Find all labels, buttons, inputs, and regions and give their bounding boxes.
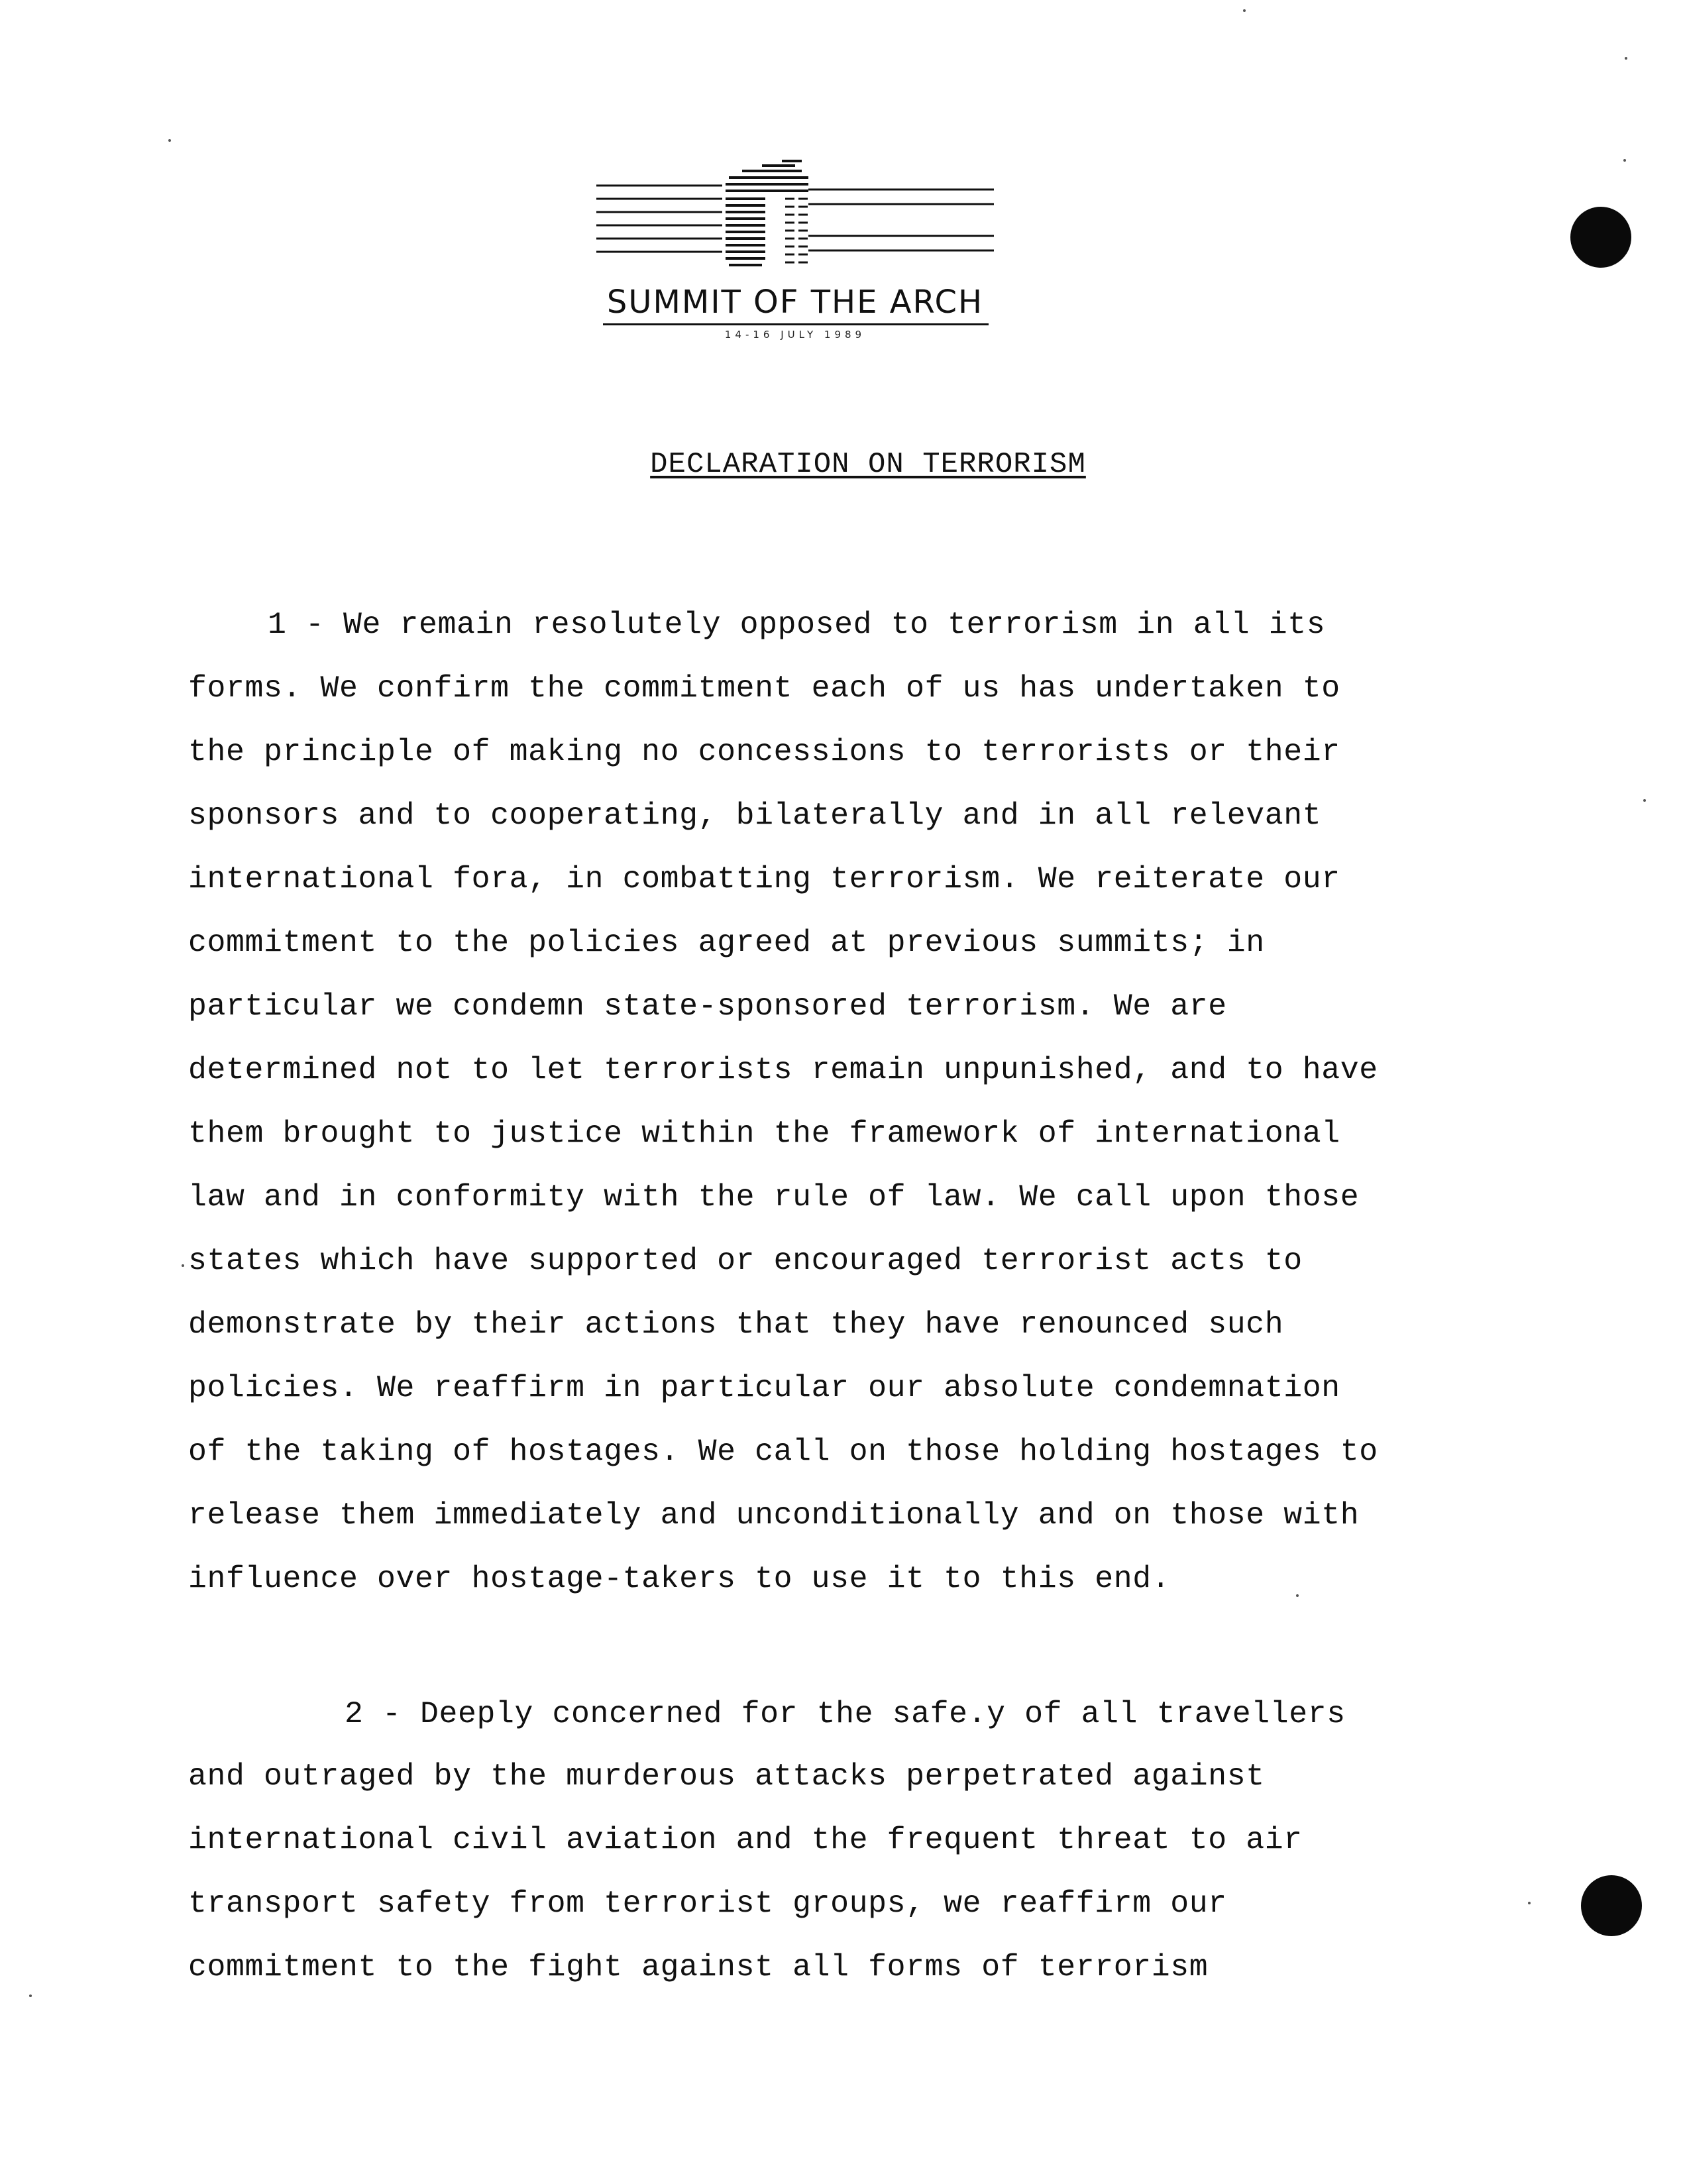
punch-hole-icon <box>1570 207 1631 268</box>
paragraph-1-line: law and in conformity with the rule of law. We call upon those <box>188 1179 1360 1215</box>
paragraph-1-line: of the taking of hostages. We call on those holding hostages to <box>188 1434 1378 1469</box>
paragraph-1-line: influence over hostage-takers to use it to this end. <box>188 1561 1171 1596</box>
punch-hole-icon <box>1581 1875 1642 1936</box>
summit-underline <box>603 323 989 325</box>
paragraph-1-line: 1 - We remain resolutely opposed to terrorism in all its <box>268 607 1326 642</box>
paragraph-2-line: commitment to the fight against all forms of terrorism <box>188 1949 1209 1985</box>
scan-speck <box>168 139 171 142</box>
paragraph-2-line: transport safety from terrorist groups, we reaffirm our <box>188 1886 1227 1921</box>
summit-name: SUMMIT OF THE ARCH <box>606 284 984 321</box>
paragraph-1-line: particular we condemn state-sponsored terrorism. We are <box>188 989 1227 1024</box>
scan-speck <box>1625 57 1627 60</box>
paragraph-2-line: and outraged by the murderous attacks perpetrated against <box>188 1759 1265 1794</box>
paragraph-1-line: states which have supported or encouraged terrorist acts to <box>188 1243 1303 1278</box>
paragraph-1-line: policies. We reaffirm in particular our absolute condemnation <box>188 1370 1340 1405</box>
page-title <box>0 448 1683 481</box>
paragraph-1-line: international fora, in combatting terrorism. We reiterate our <box>188 861 1340 897</box>
paragraph-2-line: international civil aviation and the frequent threat to air <box>188 1822 1303 1857</box>
paragraph-1-line: commitment to the policies agreed at previous summits; in <box>188 925 1265 960</box>
paragraph-1-line: them brought to justice within the framework of international <box>188 1116 1340 1151</box>
scan-speck <box>1528 1902 1531 1904</box>
scan-speck <box>1243 9 1246 12</box>
paragraph-1-line: demonstrate by their actions that they have renounced such <box>188 1307 1284 1342</box>
arch-logo-icon <box>596 159 994 272</box>
page-title-text: DECLARATION ON TERRORISM <box>650 448 1086 481</box>
letterhead <box>596 159 994 351</box>
scan-speck <box>1643 799 1646 802</box>
paragraph-1-line: the principle of making no concessions to terrorists or their <box>188 734 1340 769</box>
scan-speck <box>29 1994 32 1997</box>
paragraph-1-line: determined not to let terrorists remain unpunished, and to have <box>188 1052 1378 1087</box>
paragraph-1-line: release them immediately and unconditionally and on those with <box>188 1498 1360 1533</box>
summit-dates: 14-16 JULY 1989 <box>724 329 866 341</box>
scan-speck <box>182 1264 184 1267</box>
scan-speck <box>1296 1594 1299 1597</box>
paragraph-2-line: 2 - Deeply concerned for the safe.y of all travellers <box>345 1696 1346 1731</box>
paragraph-1-line: forms. We confirm the commitment each of us has undertaken to <box>188 671 1340 706</box>
paragraph-1-line: sponsors and to cooperating, bilaterally and in all relevant <box>188 798 1322 833</box>
scan-speck <box>1623 159 1626 162</box>
